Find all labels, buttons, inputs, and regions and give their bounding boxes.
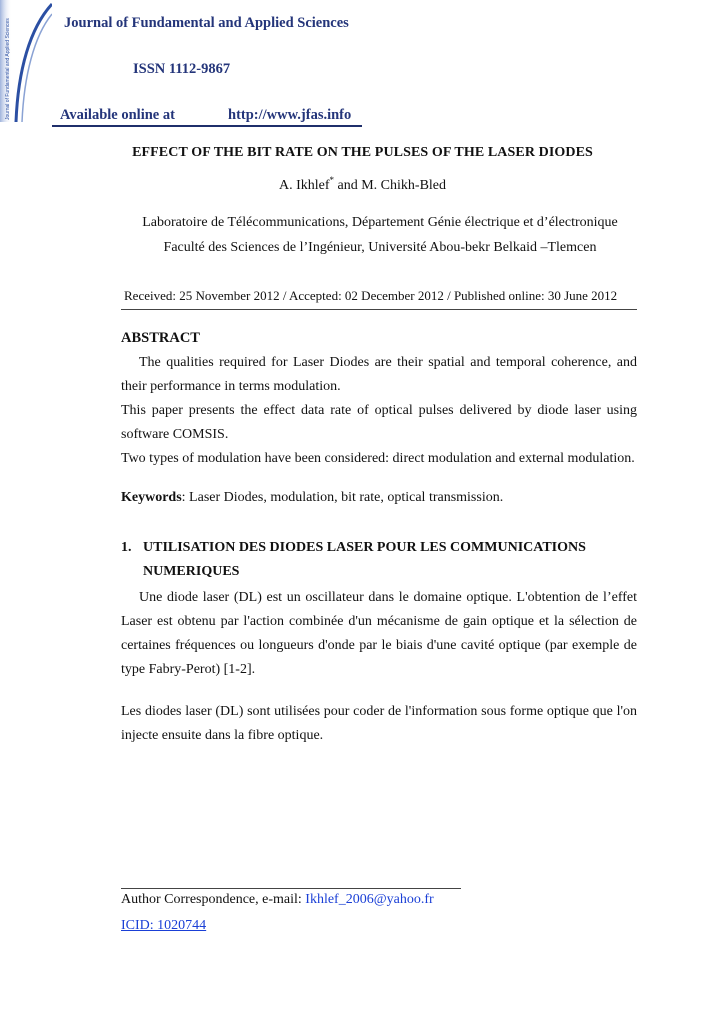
abstract-heading: ABSTRACT	[121, 330, 200, 346]
available-online-label: Available online at	[60, 107, 175, 123]
affiliation-line-2: Faculté des Sciences de l’Ingénieur, Université Abou-bekr Belkaid –Tlemcen	[163, 240, 597, 255]
journal-url-link[interactable]: http://www.jfas.info	[228, 107, 352, 123]
abstract-paragraph-2: This paper presents the effect data rate of optical pulses delivered by diode laser using software COMSIS.	[121, 403, 637, 442]
journal-issn: ISSN 1112-9867	[133, 61, 231, 77]
section-1-paragraph-1: Une diode laser (DL) est un oscillateur dans le domaine optique. L'obtention de l’effet Laser est obtenu par l'action combinée d'un mécanisme de gain optique et la sélection de certaines fréquences ou longueurs d'onde par le biais d'une cavité optique (par exemple de type Fabry-Perot) [1-2].	[121, 590, 637, 677]
keywords-label: Keywords	[121, 490, 182, 505]
dates-divider	[121, 309, 637, 310]
header-divider	[52, 125, 362, 127]
journal-name: Journal of Fundamental and Applied Sciences	[64, 15, 349, 31]
abstract-paragraph-3: Two types of modulation have been considered: direct modulation and external modulation.	[121, 451, 635, 466]
author-2: and M. Chikh-Bled	[334, 178, 447, 193]
section-1-heading-line-2: NUMERIQUES	[143, 564, 240, 579]
abstract-paragraph-1: The qualities required for Laser Diodes are their spatial and temporal coherence, and their performance in terms modulation.	[121, 355, 637, 394]
publication-dates: Received: 25 November 2012 / Accepted: 02 December 2012 / Published online: 30 June 2012	[124, 288, 618, 303]
correspondence-label: Author Correspondence, e-mail:	[121, 892, 306, 907]
authors	[0, 175, 725, 194]
section-1-heading	[121, 536, 637, 584]
corresponding-mark: *	[329, 175, 335, 185]
journal-logo	[0, 0, 52, 122]
footnote-divider	[121, 888, 461, 889]
icid-link[interactable]: ICID: 1020744	[121, 918, 207, 933]
logo-vertical-text: Journal of Fundamental and Applied Sciences	[5, 18, 11, 120]
email-link[interactable]: Ikhlef_2006@yahoo.fr	[305, 892, 434, 907]
paper-title: EFFECT OF THE BIT RATE ON THE PULSES OF THE LASER DIODES	[132, 145, 593, 160]
section-1-number: 1.	[121, 540, 132, 555]
keywords	[121, 486, 637, 510]
author-1: A. Ikhlef	[278, 178, 330, 193]
author-correspondence	[121, 892, 434, 908]
keywords-text: : Laser Diodes, modulation, bit rate, optical transmission.	[181, 490, 504, 505]
affiliation-line-1: Laboratoire de Télécommunications, Département Génie électrique et d’électronique	[142, 215, 618, 230]
section-1-heading-line-1: UTILISATION DES DIODES LASER POUR LES COMMUNICATIONS	[143, 540, 586, 555]
section-1-paragraph-2: Les diodes laser (DL) sont utilisées pour coder de l'information sous forme optique que l'on injecte ensuite dans la fibre optique.	[121, 704, 637, 743]
